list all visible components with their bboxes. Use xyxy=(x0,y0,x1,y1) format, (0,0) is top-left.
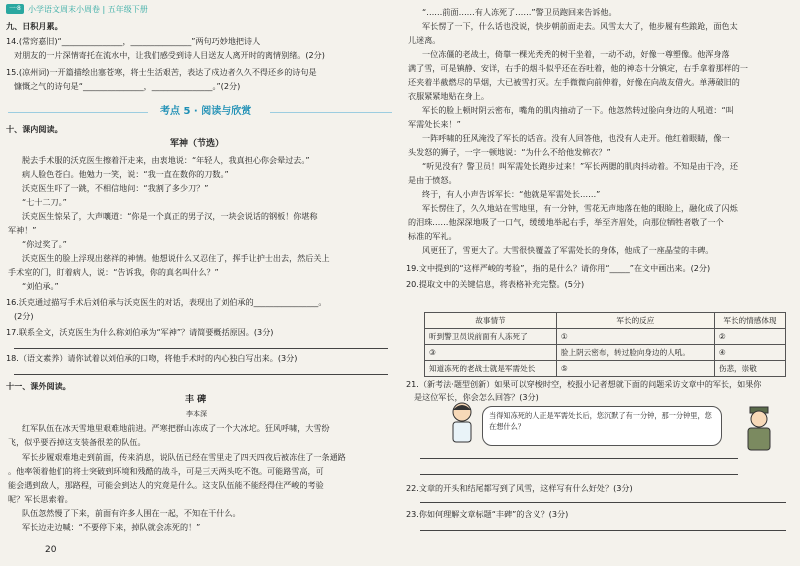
answer-line-17[interactable] xyxy=(14,348,388,349)
question-19: 19.文中提到的“这样严峻的考验”，指的是什么？请你用“_____”在文中画出来。(2分) xyxy=(406,263,711,273)
info-table xyxy=(424,312,786,377)
answer-line-21[interactable] xyxy=(420,458,738,459)
answer-line-21[interactable] xyxy=(420,474,738,475)
passage-1-line: 脱去手术服的沃克医生擦着汗走来，由衷地说：“年轻人，我真担心你会晕过去。” xyxy=(22,155,310,165)
passage-2-line: 。他率领着他们的将士突破到环境和残酷的战斗，可是三天两头吃不饱。可能路雪高，可 xyxy=(8,466,324,476)
passage-2-author: 李本深 xyxy=(186,410,207,418)
speech-bubble: 当得知冻死的人正是军需处长后，您沉默了有一分钟，那一分钟里，您在想什么？ xyxy=(482,406,722,446)
question-16-score: (2分) xyxy=(14,311,34,321)
table-cell-answer[interactable]: ⑤ xyxy=(556,361,714,377)
passage-2-line: 终于，有人小声告诉军长：“他就是军需处长……” xyxy=(422,189,601,199)
section-10-heading: 十、课内阅读。 xyxy=(6,124,63,134)
question-17: 17.联系全文，沃克医生为什么称刘伯承为“军神”？请简要概括原因。(3分) xyxy=(6,327,274,337)
passage-2-line: 军需处长来！” xyxy=(408,119,461,129)
table-cell: 脸上阴云密布，转过脸向身边的人吼。 xyxy=(556,345,714,361)
table-cell-answer[interactable]: ③ xyxy=(425,345,557,361)
table-header-row xyxy=(425,313,786,329)
question-15-line2: 慷慨之气的诗句是“_______________，_______________。”(2分) xyxy=(14,81,241,91)
table-row xyxy=(425,345,786,361)
passage-2-line: 军长步履艰难地走到前面，传来消息，说队伍已经在雪里走了四天四夜后被冻住了一条通路 xyxy=(22,452,346,462)
table-header: 故事情节 xyxy=(425,313,557,329)
passage-2-line: 满了雪，可是镇静、安详，右手的烟斗似乎还在吞吐着，他的神态十分镇定，右手拿着那样的一 xyxy=(408,63,748,73)
section-11-heading: 十一、课外阅读。 xyxy=(6,381,71,391)
passage-2-line: 风更狂了，雪更大了。大雪很快覆盖了军需处长的身体，他成了一座晶莹的丰碑。 xyxy=(422,245,714,255)
passage-2-line: 的泪珠……他深深地吸了一口气，缓缓地举起右手，举至齐眉处，向那位牺牲者敬了一个 xyxy=(408,217,724,227)
table-cell-answer[interactable]: ② xyxy=(714,329,785,345)
question-21-line1: 21.（新考法·题型创新）如果可以穿梭时空，校报小记者想就下面的问题采访文章中的军长，如果你 xyxy=(406,379,762,389)
passage-2-line: 一阵呼啸的狂风淹没了军长的话音。没有人回答他，也没有人走开。他红着眼睛，像一 xyxy=(422,133,730,143)
answer-line-23[interactable] xyxy=(420,530,786,531)
passage-1-line: 沃克医生惊呆了，大声嚷道：“你是一个真正的男子汉，一块会说话的钢板！你堪称 xyxy=(22,211,318,221)
passage-1-line: 沃克医生吓了一跳，不相信地问：“我割了多少刀？” xyxy=(22,183,209,193)
header-title: 小学语文周末小周卷 | 五年级下册 xyxy=(28,5,148,14)
header-badge: 一·8 xyxy=(6,4,24,14)
question-18: 18.（语文素养）请你试着以刘伯承的口吻，将他手术时的内心独白写出来。(3分) xyxy=(6,353,298,363)
passage-2-line: 队伍忽然慢了下来，前面有许多人围在一起，不知在干什么。 xyxy=(22,508,241,518)
passage-2-line: 红军队伍在冰天雪地里艰难地前进。严寒把群山冻成了一个大冰坨。狂风呼啸，大雪纷 xyxy=(22,423,330,433)
table-row xyxy=(425,361,786,377)
passage-2-line: 头发怒的狮子，一字一顿地说：“为什么不给他发棉衣？” xyxy=(408,147,611,157)
question-14-line2: 对朋友的一片深情寄托在流水中，让我们感受到诗人目送友人离开时的离情别绪。(2分) xyxy=(14,50,325,60)
passage-2-line: 军长愣住了，久久地站在雪地里，有一分钟，雪花无声地落在他的眼睑上，融化成了闪烁 xyxy=(422,203,738,213)
passage-2-line: 还夹着半截燃尽的旱烟，大已被雪打灭。左手微微向前伸着，好像在向战友借火。单薄破旧的 xyxy=(408,77,740,87)
table-cell-answer[interactable]: ④ xyxy=(714,345,785,361)
answer-line-18[interactable] xyxy=(14,374,388,375)
question-16: 16.沃克通过描写手术后刘伯承与沃克医生的对话，表现出了刘伯承的________________。 xyxy=(6,297,327,307)
question-14-line1: 14.(常窍嘉旧)“_______________，_______________”两句巧妙地把诗人 xyxy=(6,36,261,46)
passage-2-line: 呢？军长思索着。 xyxy=(8,494,73,504)
passage-1-line: 手术室的门，盯着病人，说：“告诉我，你的真名叫什么？” xyxy=(8,267,219,277)
answer-line-22[interactable] xyxy=(420,502,786,503)
passage-1-line: “七十二刀。” xyxy=(22,197,67,207)
table-header: 军长的情感体现 xyxy=(714,313,785,329)
army-commander-illustration xyxy=(740,405,778,451)
table-header: 军长的反应 xyxy=(556,313,714,329)
question-23: 23.你如何理解文章标题“丰碑”的含义？(3分) xyxy=(406,509,569,519)
passage-2-line: 是由于愤怒。 xyxy=(408,175,457,185)
question-21-line2: 是这位军长，你会怎么回答？(3分) xyxy=(414,392,539,402)
question-22: 22.文章的开头和结尾都写到了风雪，这样写有什么好处？(3分) xyxy=(406,483,633,493)
banner-rule-right xyxy=(270,112,392,113)
student-reporter-illustration xyxy=(445,400,479,444)
passage-2-line: 飞，似乎要吞掉这支装备很差的队伍。 xyxy=(8,437,146,447)
passage-2-title: 丰 碑 xyxy=(185,395,207,405)
passage-1-line: “刘伯承。” xyxy=(22,281,59,291)
passage-2-line: 标准的军礼。 xyxy=(408,231,457,241)
table-cell: 伤悲，崇敬 xyxy=(714,361,785,377)
passage-1-line: 军神！” xyxy=(8,225,37,235)
page-number: 20 xyxy=(45,545,57,555)
table-cell-answer[interactable]: ① xyxy=(556,329,714,345)
passage-2-line: 儿迷离。 xyxy=(408,35,441,45)
passage-1-title: 军神（节选） xyxy=(170,139,225,149)
table-cell: 听到警卫员说前面有人冻死了 xyxy=(425,329,557,345)
banner-rule-left xyxy=(8,112,148,113)
section-9-heading: 九、日积月累。 xyxy=(6,21,63,31)
table-cell: 知道冻死的老战士就是军需处长 xyxy=(425,361,557,377)
section-banner: 考点 5 · 阅读与欣赏 xyxy=(160,106,252,117)
table-row xyxy=(425,329,786,345)
passage-2-line: 军长愣了一下，什么话也没说，快步朝前面走去。风雪太大了，他步履有些踉跄，面色太 xyxy=(422,21,738,31)
passage-2-line: 衣服紧紧地贴在身上。 xyxy=(408,91,489,101)
passage-1-line: 沃克医生的脸上浮现出慈祥的神情。他想说什么又忍住了，挥手让护士出去，然后关上 xyxy=(22,253,330,263)
passage-2-line: “听见没有？警卫员！叫军需处长跑步过来！”军长两腮的肌肉抖动着。不知是由于冷，还 xyxy=(422,161,738,171)
question-15-line1: 15.(凉州词)一开篇描绘出塞苍寒，将士生活艰苦，表达了戍边者久久不得还乡的诗句是 xyxy=(6,67,317,77)
passage-2-line: 能会遇到敌人，那路程，可能会到达人的究竟是什么。这支队伍能不能经得住严峻的考验 xyxy=(8,480,324,490)
passage-2-line: 军长的脸上顿时阴云密布，嘴角的肌肉抽动了一下。他忽然转过脸向身边的人吼道：“叫 xyxy=(422,105,734,115)
passage-2-line: 军长边走边喊：“不要停下来，掉队就会冻死的！” xyxy=(22,522,201,532)
passage-1-line: “你过奖了。” xyxy=(22,239,67,249)
passage-2-line: 一位冻僵的老战士，倚靠一棵光秃秃的树干坐着，一动不动，好像一尊塑像。他浑身落 xyxy=(422,49,730,59)
passage-2-line: “……前面……有人冻死了……”警卫员跑回来告诉他。 xyxy=(422,7,617,17)
question-20: 20.提取文中的关键信息，将表格补充完整。(5分) xyxy=(406,279,585,289)
passage-1-line: 病人脸色苍白。他勉力一笑，说：“我一直在数你的刀数。” xyxy=(22,169,229,179)
